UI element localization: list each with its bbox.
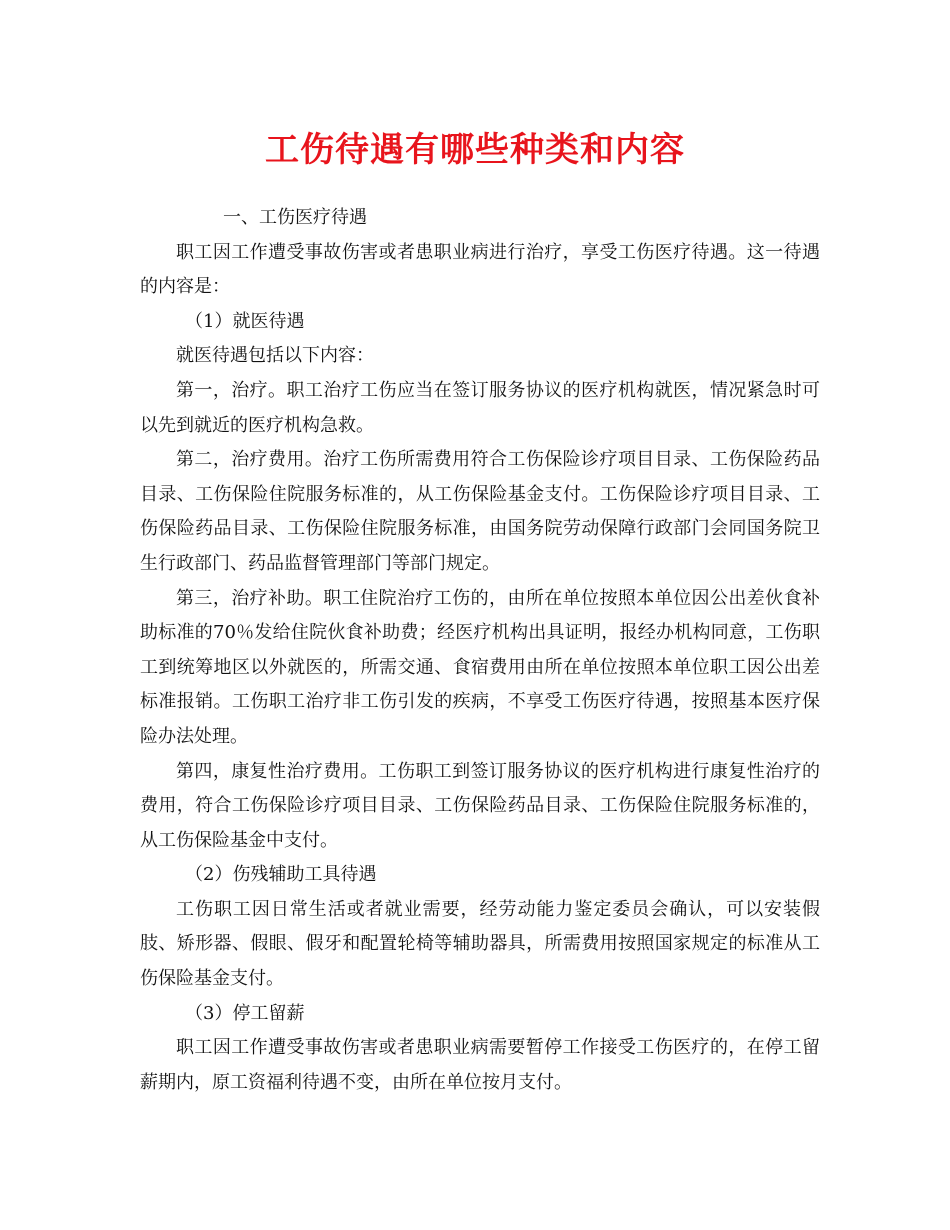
paragraph-treatment-costs: 第二，治疗费用。治疗工伤所需费用符合工伤保险诊疗项目目录、工伤保险药品目录、工伤保险住院服务标准的，从工伤保险基金支付。工伤保险诊疗项目目录、工伤保险药品目录、工伤保险住院服务标准，由国务院劳动保障行政部门会同国务院卫生行政部门、药品监督管理部门等部门规定。 [140,449,820,574]
paragraph-medical-care-intro: 就医待遇包括以下内容： [176,345,374,367]
section-heading-medical-treatment: 一、工伤医疗待遇 [223,207,367,228]
subheading-assistive-devices: （2）伤残辅助工具待遇 [185,864,377,886]
paragraph-intro: 职工因工作遭受事故伤害或者患职业病进行治疗，享受工伤医疗待遇。这一待遇的内容是： [140,241,820,298]
paragraph-paid-leave: 职工因工作遭受事故伤害或者患职业病需要暂停工作接受工伤医疗的，在停工留薪期内，原工资福利待遇不变，由所在单位按月支付。 [140,1037,820,1093]
paragraph-treatment: 第一，治疗。职工治疗工伤应当在签订服务协议的医疗机构就医，情况紧急时可以先到就近的医疗机构急救。 [140,379,820,436]
paragraph-assistive-devices: 工伤职工因日常生活或者就业需要，经劳动能力鉴定委员会确认，可以安装假肢、矫形器、假眼、假牙和配置轮椅等辅助器具，所需费用按照国家规定的标准从工伤保险基金支付。 [140,898,820,990]
document-body [140,201,820,1100]
paragraph-rehabilitation-costs: 第四，康复性治疗费用。工伤职工到签订服务协议的医疗机构进行康复性治疗的费用，符合工伤保险诊疗项目目录、工伤保险药品目录、工伤保险住院服务标准的，从工伤保险基金中支付。 [140,760,820,851]
paragraph-treatment-subsidy: 第三，治疗补助。职工住院治疗工伤的，由所在单位按照本单位因公出差伙食补助标准的70％发给住院伙食补助费；经医疗机构出具证明，报经办机构同意，工伤职工到统筹地区以外就医的，所需交通、食宿费用由所在单位按照本单位职工因公出差标准报销。工伤职工治疗非工伤引发的疾病，不享受工伤医疗待遇，按照基本医疗保险办法处理。 [140,587,820,747]
subheading-paid-leave: （3）停工留薪 [185,1002,305,1024]
document-title: 工伤待遇有哪些种类和内容 [265,130,685,170]
subheading-medical-care: （1）就医待遇 [185,310,305,332]
